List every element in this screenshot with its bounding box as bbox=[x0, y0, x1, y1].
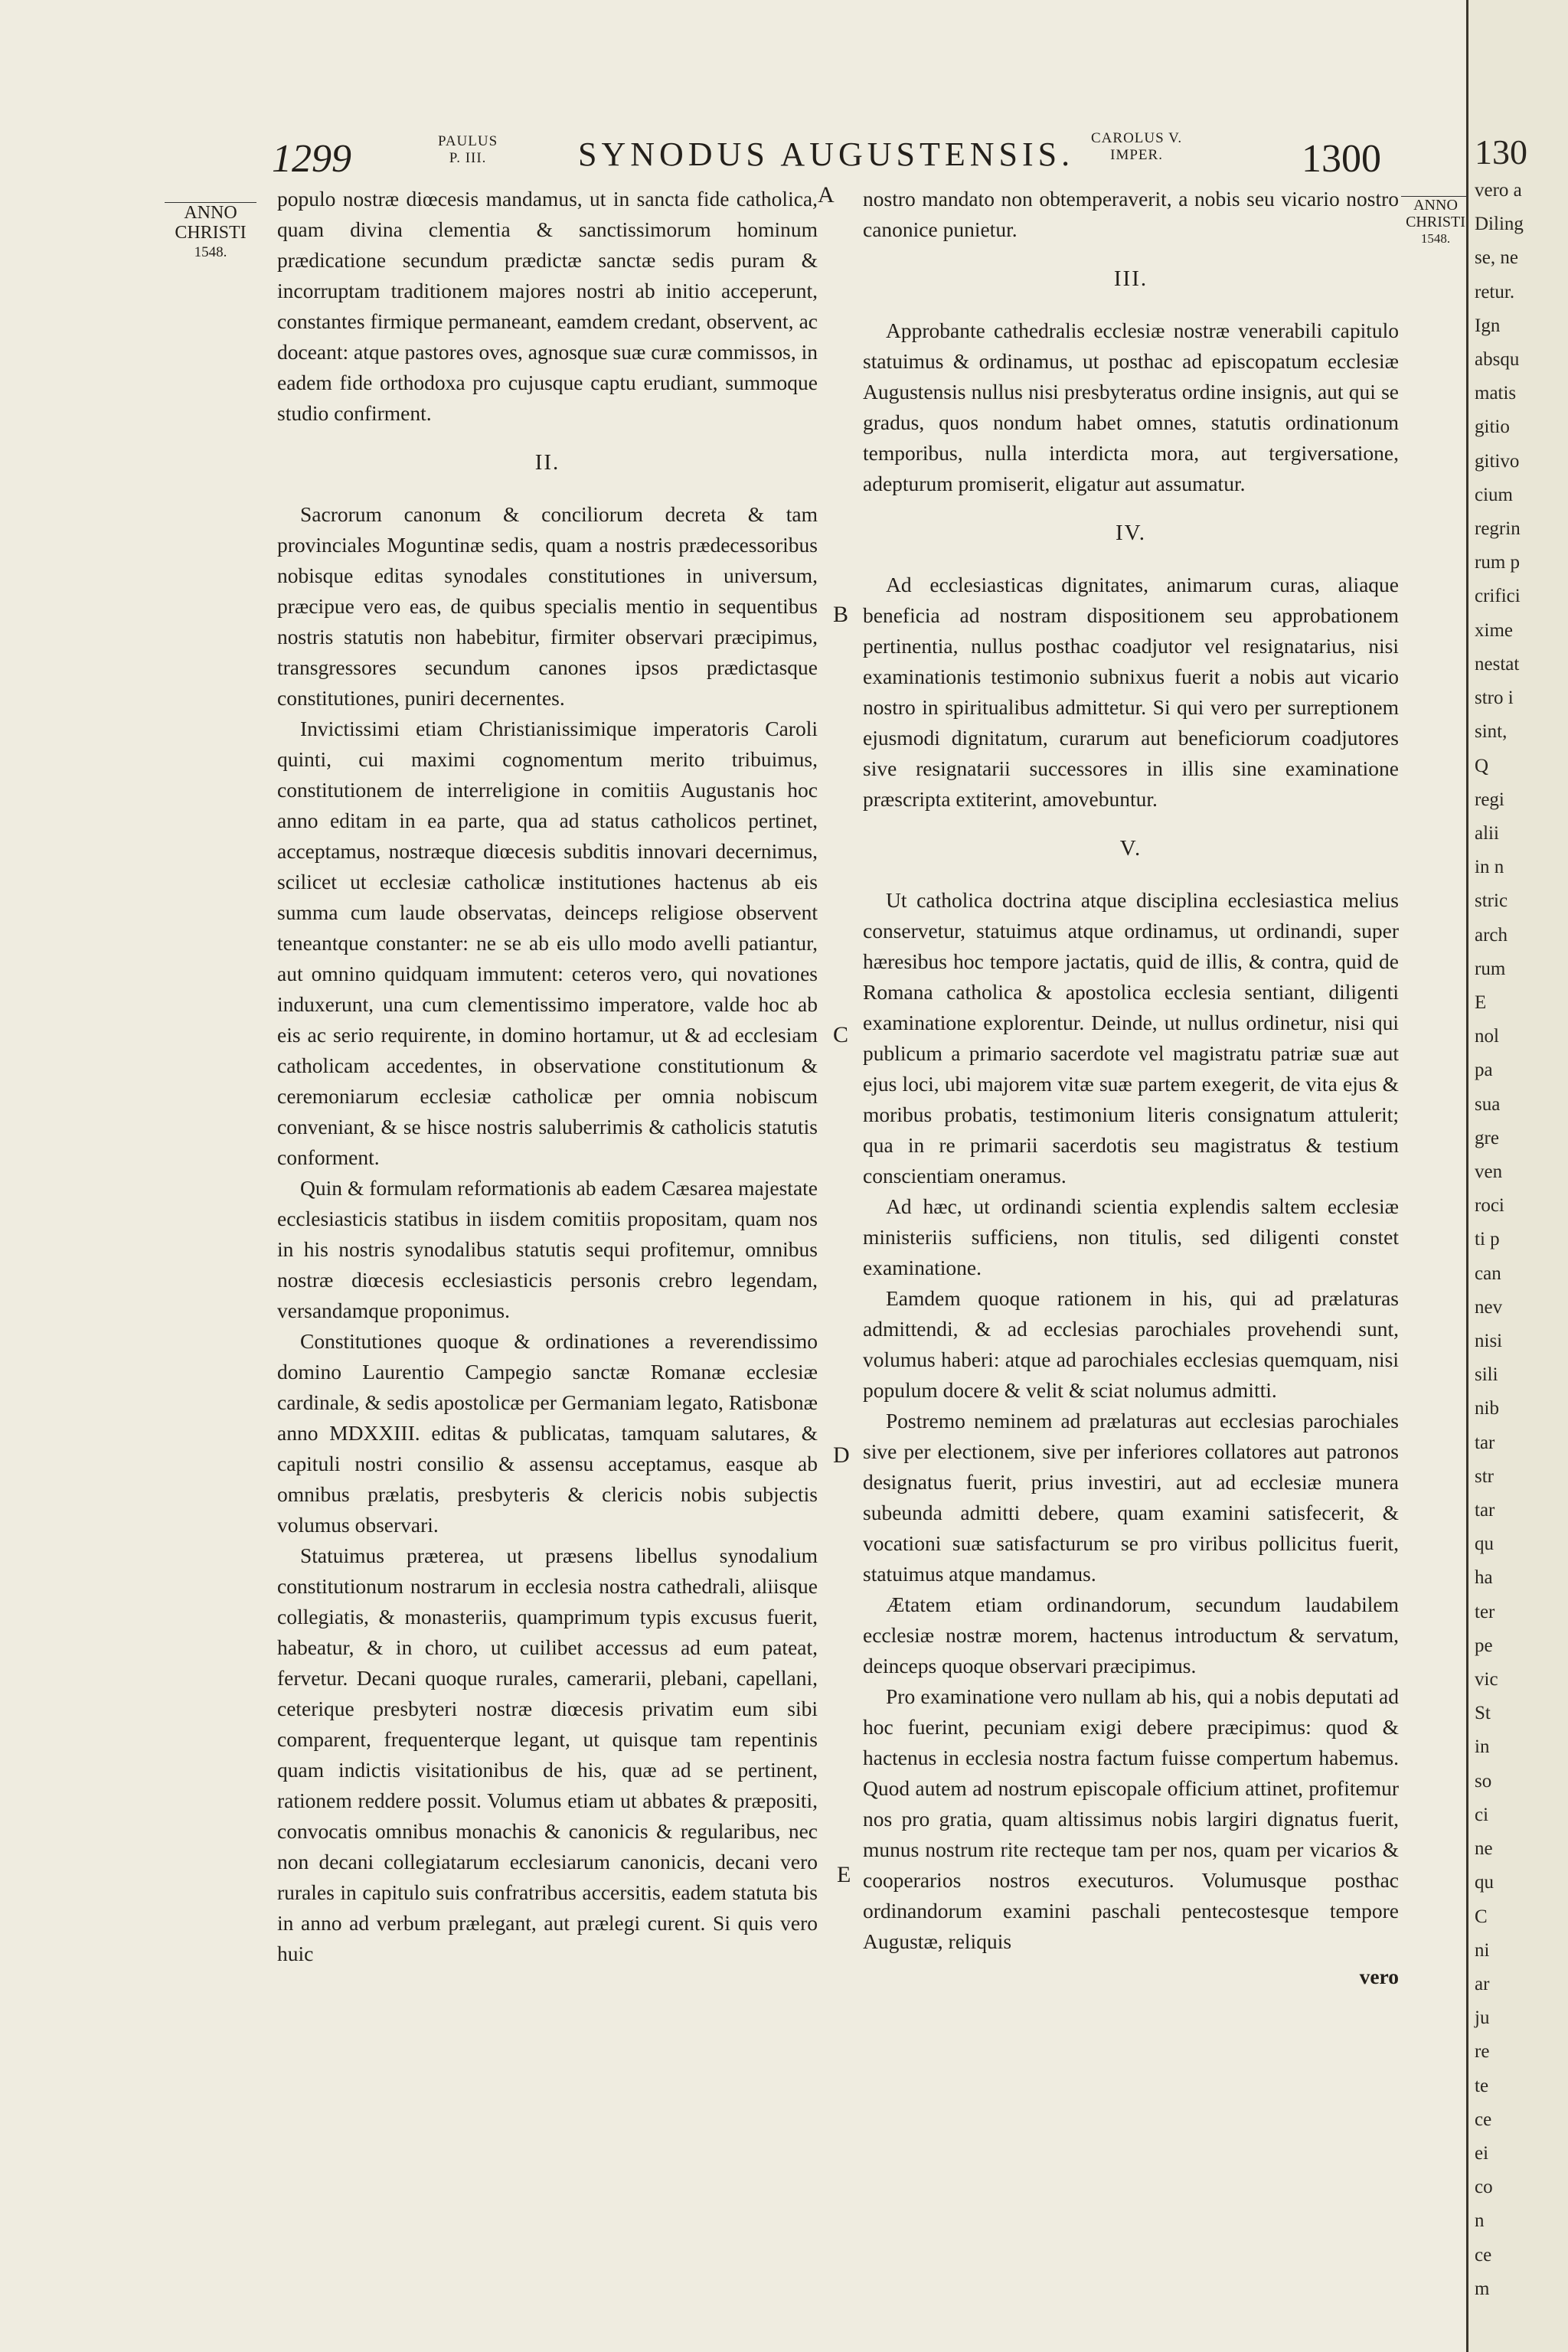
next-page-text-fragment: Q bbox=[1475, 756, 1489, 776]
right-running-head bbox=[1091, 130, 1182, 164]
next-page-text-fragment: ven bbox=[1475, 1161, 1503, 1182]
next-page-text-fragment: pe bbox=[1475, 1635, 1493, 1656]
next-page-text-fragment: arch bbox=[1475, 925, 1508, 946]
next-page-text-fragment: ter bbox=[1475, 1602, 1495, 1622]
next-page-text-fragment: ju bbox=[1475, 2007, 1490, 2028]
next-page-text-fragment: tar bbox=[1475, 1500, 1495, 1521]
next-page-text-fragment: ei bbox=[1475, 2143, 1489, 2164]
section-heading-iv: IV. bbox=[1115, 521, 1147, 545]
next-page-number: 130 bbox=[1475, 132, 1527, 172]
next-page-text-fragment: qu bbox=[1475, 1534, 1494, 1554]
margin-note-year-right bbox=[1401, 196, 1470, 247]
paragraph: Ætatem etiam ordinandorum, secundum laudabilem ecclesiæ nostræ morem, hactenus introductum & servatum, deinceps quoque observari præcipimus. bbox=[863, 1592, 1399, 1677]
next-page-text-fragment: ne bbox=[1475, 1838, 1493, 1859]
next-page-text-fragment: in n bbox=[1475, 857, 1504, 877]
next-page-text-fragment: ce bbox=[1475, 2245, 1492, 2265]
section-heading-ii: II. bbox=[534, 450, 560, 475]
next-page-text-fragment: pa bbox=[1475, 1060, 1493, 1080]
next-page-text-fragment: n bbox=[1475, 2210, 1485, 2231]
right-text-column bbox=[863, 184, 1399, 1992]
next-page-text-fragment: ar bbox=[1475, 1974, 1490, 1994]
section-letter-e: E bbox=[837, 1862, 851, 1887]
next-page-text-fragment: Diling bbox=[1475, 214, 1524, 234]
section-letter-c: C bbox=[833, 1022, 849, 1047]
section-letter-b: B bbox=[833, 602, 849, 627]
next-page-text-fragment: regrin bbox=[1475, 518, 1521, 539]
next-page-text-fragment: ce bbox=[1475, 2109, 1492, 2130]
right-page-number: 1300 bbox=[1302, 137, 1381, 181]
next-page-text-fragment: in bbox=[1475, 1736, 1490, 1757]
margin-note-line: CHRISTI bbox=[1406, 214, 1465, 230]
next-page-text-fragment: stro i bbox=[1475, 688, 1514, 708]
next-page-text-fragment: crifici bbox=[1475, 586, 1521, 606]
paragraph: Statuimus præterea, ut præsens libellus synodalium constitutionum nostrarum in ecclesia nostra cathedrali, aliisque collegiatis, & monasteriis, quamprimum typis excusus fuerit, habeatur, & in choro, ut cuilibet accessus ad eum pateat, fervetur. Decani quoque rurales, camerarii, plebani, capellani, ceterique presbyteri nostræ diœcesis privatim eum sibi comparent, frequenterque legant, ut quisque tam repentinis quam indictis visitationibus de his, quæ ad se pertinent, rationem reddere possit. Volumus etiam ut abbates & præpositi, convocatis omnibus monachis & canonicis & regularibus, nec non decani collegiatarum ecclesiarum canonicis, decani vero rurales in capitulo suis confratribus accersitis, eadem statuta bis in anno ad verbum prælegant, aut prælegi curent. Si quis vero huic bbox=[277, 1544, 818, 1965]
margin-note-line: CHRISTI bbox=[175, 223, 247, 243]
next-page-text-fragment: E bbox=[1475, 992, 1487, 1013]
next-page-text-fragment: m bbox=[1475, 2278, 1490, 2299]
next-page-text-fragment: regi bbox=[1475, 789, 1504, 810]
next-page-text-fragment: ci bbox=[1475, 1805, 1489, 1825]
section-letter-d: D bbox=[833, 1442, 850, 1468]
next-page-text-fragment: gre bbox=[1475, 1128, 1499, 1148]
next-page-text-fragment: nol bbox=[1475, 1026, 1499, 1047]
section-letter-a: A bbox=[818, 182, 835, 207]
margin-note-line: ANNO bbox=[1401, 196, 1470, 214]
paragraph: Sacrorum canonum & conciliorum decreta & tam provinciales Moguntinæ sedis, quam a nostris prædecessoribus nobisque editas synodales constitutiones in universum, præcipue vero eas, de quibus specialis mentio in sequentibus nostris statutis non habebitur, firmiter observari præcipimus, transgressores secundum canones ipsos prædictasque constitutiones, puniri decernentes. bbox=[277, 502, 818, 710]
next-page-text-fragment: se, ne bbox=[1475, 247, 1518, 268]
margin-note-line: 1548. bbox=[194, 244, 227, 260]
next-page-text-fragment: nestat bbox=[1475, 654, 1520, 675]
next-page-text-fragment: stric bbox=[1475, 890, 1508, 911]
next-page-text-fragment: C bbox=[1475, 1906, 1488, 1927]
next-page-text-fragment: ti p bbox=[1475, 1229, 1500, 1250]
next-page-text-fragment: sua bbox=[1475, 1094, 1501, 1115]
next-page-text-fragment: sint, bbox=[1475, 721, 1508, 742]
paragraph: nostro mandato non obtemperaverit, a nobis seu vicario nostro canonice punietur. bbox=[863, 187, 1399, 241]
next-page-text-fragment: St bbox=[1475, 1703, 1491, 1723]
paragraph: Quin & formulam reformationis ab eadem Cæsarea majestate ecclesiasticis statibus in iisdem comitiis propositam, quam nos in his nostris synodalibus statutis sequi profitemur, omnibus nostræ diœcesis ecclesiasticis personis crebro legendam, versandamque proponimus. bbox=[277, 1176, 818, 1322]
left-text-column bbox=[277, 184, 818, 1969]
left-running-head bbox=[438, 133, 498, 167]
next-page-text-fragment: gitivo bbox=[1475, 451, 1520, 472]
paragraph: Pro examinatione vero nullam ab his, qui a nobis deputati ad hoc fuerint, pecuniam exigi debere præcipimus: quod & hactenus in ecclesia nostra factum fuisse compertum habemus. Quod autem ad nostrum episcopale officium attinet, profitemur nos pro gratia, quam altissimus nobis largiri dignatus fuerit, munus nostrum rite recteque tam per nos, quam per vicarios & cooperarios nostros executuros. Volumusque posthac ordinandorum examini paschali pentecostesque tempore Augustæ, reliquis bbox=[863, 1684, 1399, 1953]
paragraph: Ad ecclesiasticas dignitates, animarum curas, aliaque beneficia ad nostram dispositionem seu approbationem pertinentia, nullus posthac coadjutor vel resignatarius, nisi examinationis testimonio subnixus fuerit a nobis aut vicario nostro in spiritualibus admittetur. Si qui vero per surreptionem ejusmodi dignitatum, curarum aut beneficiorum coadjutores sive resignatarii successores in illis sine examinatione præscripta extiterint, amovebuntur. bbox=[863, 573, 1399, 811]
next-page-text-fragment: tar bbox=[1475, 1432, 1495, 1453]
next-page-text-fragment: te bbox=[1475, 2076, 1489, 2096]
next-page-text-fragment: nib bbox=[1475, 1398, 1499, 1419]
next-page-text-fragment: rum p bbox=[1475, 552, 1521, 573]
paragraph: Ad hæc, ut ordinandi scientia explendis saltem ecclesiæ ministeriis sufficiens, non titulis, sed diligenti constet examinatione. bbox=[863, 1194, 1399, 1279]
next-page-text-fragment: alii bbox=[1475, 823, 1499, 844]
next-page-text-fragment: qu bbox=[1475, 1872, 1494, 1893]
next-page-text-fragment: sili bbox=[1475, 1364, 1498, 1385]
next-book-page-edge bbox=[1466, 0, 1568, 2352]
next-page-text-fragment: vero a bbox=[1475, 180, 1522, 201]
next-page-text-fragment: xime bbox=[1475, 620, 1513, 641]
next-page-text-fragment: ni bbox=[1475, 1940, 1490, 1961]
next-page-text-fragment: re bbox=[1475, 2041, 1490, 2062]
next-page-text-fragment: absqu bbox=[1475, 349, 1520, 370]
next-page-text-fragment: roci bbox=[1475, 1195, 1504, 1216]
next-page-text-fragment: nev bbox=[1475, 1297, 1503, 1318]
running-head-line: CAROLUS V. bbox=[1091, 130, 1183, 146]
paragraph: Ut catholica doctrina atque disciplina ecclesiastica melius conservetur, statuimus atque ordinamus, ut ordinandi, super hæresibus hoc tempore jactatis, quid de illis, & contra, quid de Romana catholica & apostolica ecclesia sentiant, diligenti examinatione explorentur. Deinde, ut nullus ordinetur, nisi qui publicum a primario sacerdote vel magistratu patriæ suæ aut ejus loci, ubi majorem vitæ suæ partem exegerit, de vita ejus & moribus probatis, testimonium literis consignatum attulerit; qua in re primarii sacerdotis seu magistratus & testium conscientiam oneramus. bbox=[863, 888, 1399, 1187]
next-page-text-fragment: retur. bbox=[1475, 282, 1515, 302]
next-page-text-fragment: vic bbox=[1475, 1669, 1498, 1690]
paragraph: Approbante cathedralis ecclesiæ nostræ venerabili capitulo statuimus & ordinamus, ut posthac ad episcopatum ecclesiæ Augustensis nullus nisi presbyteratus ordine insignis, aut qui se gradus, quos nondum habet omnes, statutis ordinationum temporibus, nulla interdicta mora, aut tergiversatione, adepturum promiserit, eligatur aut assumatur. bbox=[863, 318, 1399, 495]
next-page-text-fragment: ha bbox=[1475, 1567, 1493, 1588]
paragraph: populo nostræ diœcesis mandamus, ut in sancta fide catholica, quam divina clementia & sanctissimorum hominum prædicatione secundum prædictæ sanctæ sedis puram & incorruptam traditionem majores nostri ab initio acceperunt, constantes firmique permaneant, eamdem credant, observent, ac doceant: atque pastores oves, agnosque suæ curæ commissos, in eadem fide orthodoxa pro cujusque captu erudiant, summoque studio confirment. bbox=[277, 187, 818, 425]
margin-note-line: 1548. bbox=[1420, 231, 1451, 246]
next-page-text-fragment: so bbox=[1475, 1771, 1492, 1792]
next-page-text-fragment: str bbox=[1475, 1466, 1494, 1487]
next-page-text-fragment: gitio bbox=[1475, 416, 1510, 437]
next-page-text-fragment: matis bbox=[1475, 383, 1517, 403]
running-head-line: IMPER. bbox=[1110, 147, 1163, 163]
running-head-line: P. III. bbox=[449, 150, 487, 166]
running-head-line: PAULUS bbox=[438, 133, 498, 149]
next-page-text-fragment: rum bbox=[1475, 959, 1506, 979]
page-title: SYNODUS AUGUSTENSIS. bbox=[578, 136, 1075, 173]
next-page-text-fragment: Ign bbox=[1475, 315, 1501, 336]
paragraph: Invictissimi etiam Christianissimique imperatoris Caroli quinti, cui maximi cognomentum merito tribuimus, constitutionem de interreligione in comitiis Augustanis hoc anno editam in ea parte, qua ad status catholicos pertinet, acceptamus, nostræque diœcesis subditis innovari decernimus, scilicet ut ecclesiæ catholicæ institutiones hactenus ab eis summa cum laude observatas, deinceps religiose observent teneantque constanter: ne se ab eis ullo modo avelli patiantur, aut omnino quidquam immutent: ceteros vero, qui novationes induxerunt, una cum clementissimo imperatore, valde hoc ab eis ac serio requirente, in domino hortamur, ut & ad ecclesiam catholicam accedentes, in observatione constitutionum & ceremoniarum ecclesiæ catholicæ per omnia nobiscum conveniant, & se hisce nostris saluberrimis & catholicis statutis conforment. bbox=[277, 717, 818, 1169]
catchword: vero bbox=[1359, 1965, 1399, 1988]
paragraph: Eamdem quoque rationem in his, qui ad prælaturas admittendi, & ad ecclesias parochiales provehendi sunt, volumus haberi: atque ad parochiales ecclesias quemquam, nisi populum docere & velit & sciat nolumus admitti. bbox=[863, 1286, 1399, 1402]
next-page-text-fragment: can bbox=[1475, 1263, 1501, 1284]
margin-note-year-left bbox=[165, 202, 256, 263]
section-heading-v: V. bbox=[1119, 836, 1142, 861]
section-heading-iii: III. bbox=[1113, 266, 1148, 291]
paragraph: Constitutiones quoque & ordinationes a reverendissimo domino Laurentio Campegio sanctæ Romanæ ecclesiæ cardinale, & sedis apostolicæ per Germaniam legato, Ratisbonæ anno MDXXIII. editas & publicatas, tamquam salutares, & capituli nostri consilio & assensu acceptamus, easque ab omnibus prælatis, presbyteris & clericis nobis subjectis volumus observari. bbox=[277, 1329, 818, 1537]
next-page-text-fragment: co bbox=[1475, 2177, 1493, 2197]
next-page-text-fragment: cium bbox=[1475, 485, 1513, 505]
left-page-number: 1299 bbox=[272, 137, 351, 181]
next-page-text-fragment: nisi bbox=[1475, 1331, 1503, 1351]
margin-note-line: ANNO bbox=[165, 202, 256, 223]
paragraph: Postremo neminem ad prælaturas aut ecclesias parochiales sive per electionem, sive per inferiores collatores aut patronos designatus fuerit, prius investiri, aut ad ecclesiæ munera subeunda admitti debere, quam examini satisfecerit, & vocationi suæ satisfacturum se pro viribus pollicitus fuerit, statuimus atque mandamus. bbox=[863, 1409, 1399, 1586]
page-header bbox=[0, 130, 1466, 191]
